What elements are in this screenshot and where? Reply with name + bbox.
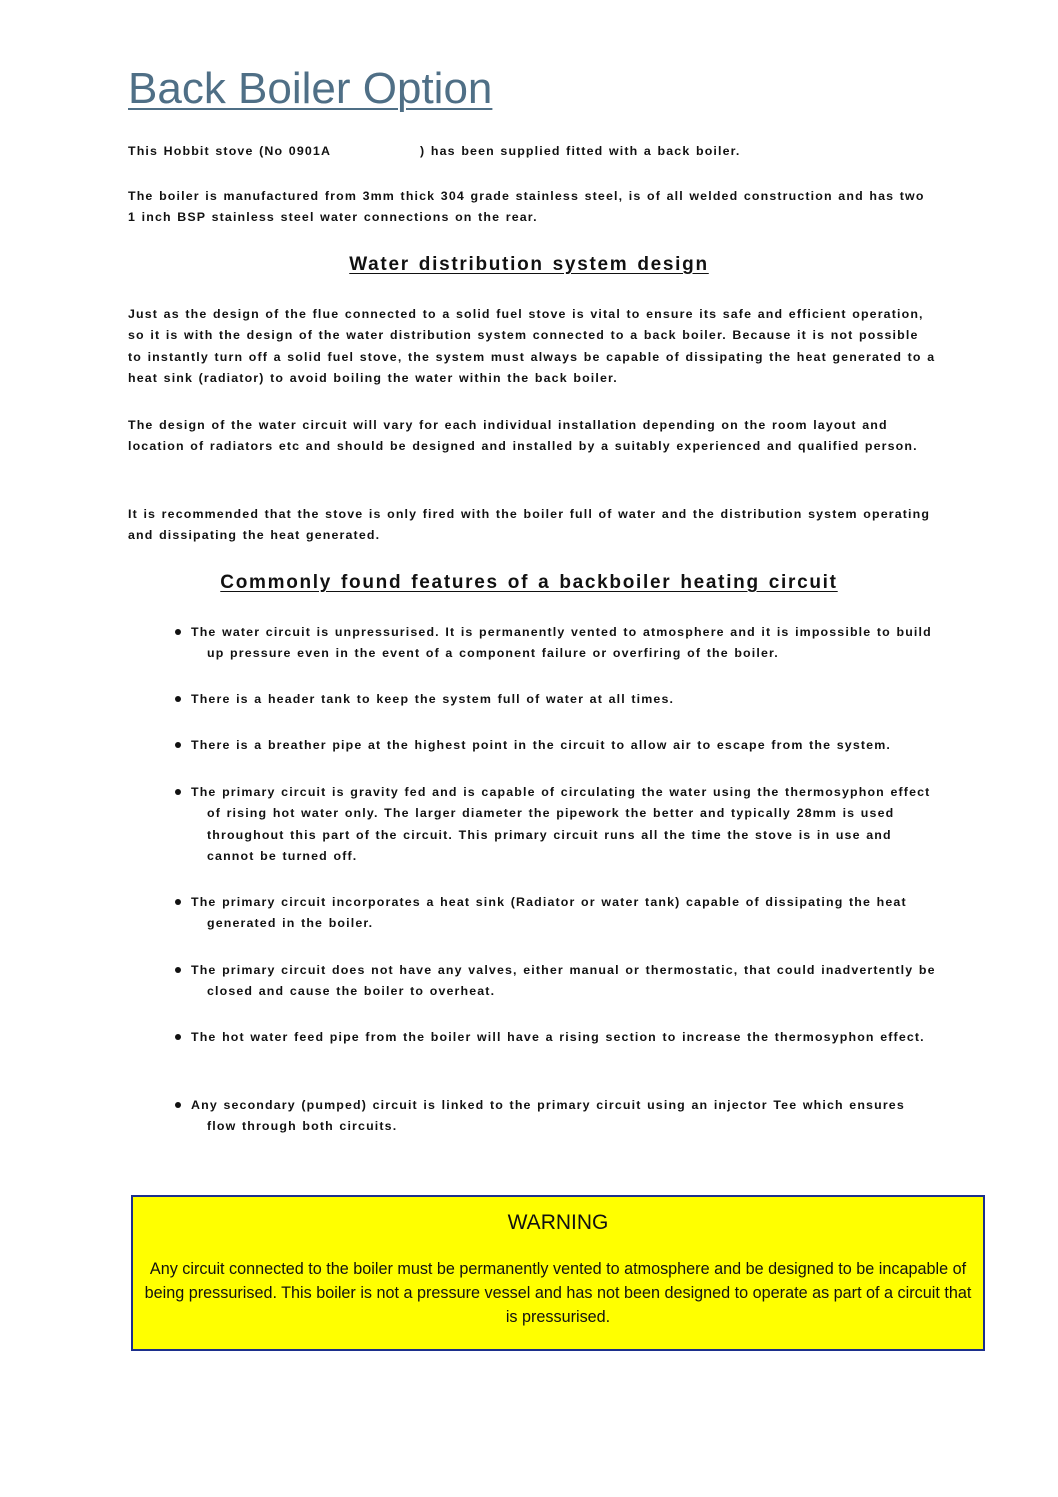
list-item [166,1095,936,1138]
bullet-icon [175,967,181,973]
bullet-icon [175,1034,181,1040]
warning-box [131,1195,985,1351]
warning-title: WARNING [507,1211,609,1234]
list-item [166,735,936,756]
design-paragraph-flue: Just as the design of the flue connected to a solid fuel stove is vital to ensure its safe and efficient operation, so it is with the design of the water distribution system connected to a back boiler. Because it is not possible to instantly turn off a solid fuel stove, the system must always be capable of dissipating the heat generated to a heat sink (radiator) to avoid boiling the water within the back boiler. [128,307,936,385]
list-item-text: Any secondary (pumped) circuit is linked to the primary circuit using an injector Tee which ensures flow through both circuits. [191,1098,905,1134]
intro-boiler-text: The boiler is manufactured from 3mm thick 304 grade stainless steel, is of all welded construction and has two 1 inch BSP stainless steel water connections on the rear. [128,189,925,225]
list-item [166,689,936,710]
design-paragraph-recommendation: It is recommended that the stove is only fired with the boiler full of water and the distribution system operating and dissipating the heat generated. [128,507,931,543]
bullet-icon [175,629,181,635]
list-item [166,1027,936,1048]
intro-supplied-text: This Hobbit stove (No 0901A ) has been supplied fitted with a back boiler. [128,144,741,158]
design-paragraph-circuit: The design of the water circuit will vary for each individual installation depending on the room layout and location of radiators etc and should be designed and installed by a suitably experienced and qualified person. [128,418,918,454]
list-item-text: The water circuit is unpressurised. It is permanently vented to atmosphere and it is impossible to build up pressure even in the event of a component failure or overfiring of the boiler. [191,625,932,661]
list-item-text: There is a header tank to keep the system full of water at all times. [191,692,675,706]
list-item [166,960,936,1003]
list-item [166,622,936,665]
list-item [166,892,936,935]
bullet-icon [175,899,181,905]
list-item [166,782,936,867]
list-item-text: The primary circuit is gravity fed and is capable of circulating the water using the thermosyphon effect of rising hot water only. The larger diameter the pipework the better and typically 28mm is used throughout this part of the circuit. This primary circuit runs all the time the stove is in use and cannot be turned off. [191,785,931,863]
list-item-text: The primary circuit incorporates a heat sink (Radiator or water tank) capable of dissipating the heat generated in the boiler. [191,895,907,931]
list-item-text: The hot water feed pipe from the boiler will have a rising section to increase the thermosyphon effect. [191,1030,925,1044]
section-heading-water-distribution: Water distribution system design [349,254,709,275]
warning-text: Any circuit connected to the boiler must be permanently vented to atmosphere and be designed to be incapable of being pressurised. This boiler is not a pressure vessel and has not been designed to operate as part of a circuit that is pressurised. [144,1260,972,1326]
section-heading-common-features: Commonly found features of a backboiler heating circuit [220,572,838,593]
bullet-icon [175,696,181,702]
list-item-text: There is a breather pipe at the highest point in the circuit to allow air to escape from the system. [191,738,891,752]
bullet-icon [175,742,181,748]
list-item-text: The primary circuit does not have any valves, either manual or thermostatic, that could inadvertently be closed and cause the boiler to overheat. [191,963,936,999]
bullet-icon [175,789,181,795]
page-title: Back Boiler Option [128,64,493,113]
bullet-icon [175,1102,181,1108]
